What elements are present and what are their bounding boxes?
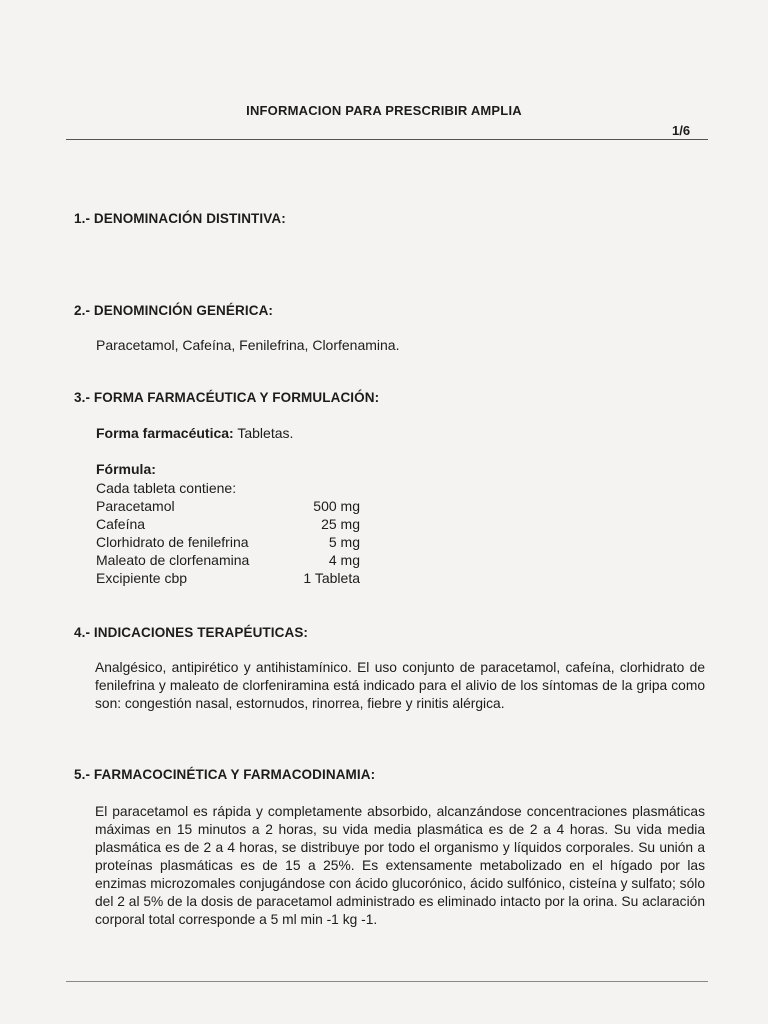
table-row (96, 533, 360, 551)
section-2-heading: 2.- DENOMINCIÓN GENÉRICA: (74, 303, 274, 318)
ingredient-qty: 4 mg (328, 552, 360, 568)
ingredient-name: Paracetamol (96, 498, 175, 514)
table-row (96, 515, 360, 533)
pharmaceutical-form (96, 425, 293, 441)
section-3-heading: 3.- FORMA FARMACÉUTICA Y FORMULACIÓN: (74, 390, 380, 405)
footer-rule (66, 981, 708, 982)
ingredient-name: Excipiente cbp (96, 570, 188, 586)
ingredient-qty: 25 mg (321, 516, 360, 532)
ingredient-qty: 500 mg (313, 498, 360, 514)
form-value: Tabletas. (233, 425, 294, 441)
ingredient-qty: 5 mg (328, 534, 360, 550)
ingredient-qty: 1 Tableta (303, 570, 360, 586)
table-row (96, 569, 360, 587)
generic-name-text: Paracetamol, Cafeína, Fenilefrina, Clorfenamina. (96, 337, 400, 353)
section-4-heading: 4.- INDICACIONES TERAPÉUTICAS: (74, 625, 309, 640)
section-1-heading: 1.- DENOMINACIÓN DISTINTIVA: (74, 211, 286, 226)
form-label: Forma farmacéutica: (96, 425, 234, 441)
pharmacokinetics-paragraph: El paracetamol es rápida y completamente absorbido, alcanzándose concentraciones plasmáticas máximas en 15 minutos a 2 horas, su vida media plasmática es de 2 a 4 horas. Su vida media plasmática es de 2 a 4 horas, se distribuye por todo el organismo y líquidos corporales. Su unión a proteínas plasmáticas es de 15 a 25%. Es extensamente metabolizado en el hígado por las enzimas microzomales conjugándose con ácido glucorónico, ácido sulfónico, cisteína y sulfato; sólo del 2 al 5% de la dosis de paracetamol administrado es eliminado intacto por la orina. Su aclaración corporal total corresponde a 5 ml min -1 kg -1. (95, 804, 705, 927)
ingredient-name: Clorhidrato de fenilefrina (96, 534, 249, 550)
table-row (96, 551, 360, 569)
table-row (96, 497, 360, 515)
formula-table (96, 479, 360, 587)
formula-intro-row (96, 479, 360, 497)
document-title: INFORMACION PARA PRESCRIBIR AMPLIA (246, 103, 522, 118)
page-number: 1/6 (672, 123, 691, 138)
ingredient-name: Cafeína (96, 516, 146, 532)
indications-paragraph: Analgésico, antipirético y antihistamínico. El uso conjunto de paracetamol, cafeína, clorhidrato de fenilefrina y maleato de clorfeniramina está indicado para el alivio de los síntomas de la gripa como son: congestión nasal, estornudos, rinorrea, fiebre y rinitis alérgica. (95, 660, 705, 711)
ingredient-name: Maleato de clorfenamina (96, 552, 250, 568)
formula-label: Fórmula: (96, 461, 156, 477)
formula-intro: Cada tableta contiene: (96, 480, 237, 496)
header-rule (66, 139, 708, 140)
section-5-heading: 5.- FARMACOCINÉTICA Y FARMACODINAMIA: (74, 767, 376, 782)
